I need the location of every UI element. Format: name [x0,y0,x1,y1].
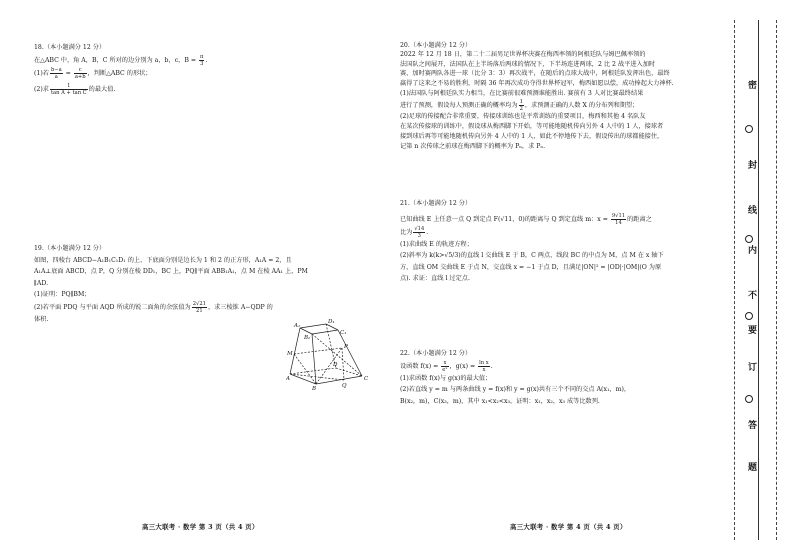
q21-part2-line3: 点). 求证：直线 l 过定点. [400,275,470,282]
question-18 [34,42,364,96]
q21-header: 21.（本小题满分 12 分） [400,200,472,207]
binding-dashed-line-outer [776,20,777,540]
q20-part2-line2: 在某次传接球的训练中，假设球从梅西脚下开始，等可能地随机传向另外 4 人中的 1 人，接球者 [400,123,664,130]
label-A1: A₁ [294,323,301,329]
binding-char-yao: 要 [746,325,756,334]
q18-header: 18.（本小题满分 12 分） [34,44,106,51]
q19-part2: (2)若平面 PDQ 与平面 AQD 所成的锐二面角的余弦值为 $\frac{2√21}{21}$ ，求三棱锥 A−QDP 的 [34,300,273,314]
q19-header: 19.（本小题满分 12 分） [34,245,106,252]
q20-part1-line1: (1)法国队与阿根廷队实力相当，在比赛前很难预测谁能胜出. 赛前有 3 人对比赛最终结果 [400,90,644,97]
binding-circle [745,125,753,133]
q20-part2-line4: 记第 n 次传球之前球在梅西脚下的概率为 Pₙ，求 Pₙ. [400,143,546,150]
binding-circle [745,395,753,403]
label-D: D [333,362,338,368]
label-C: C [364,376,369,382]
q20-line4: 赢得了这来之不易的胜利，时隔 36 年再次成功夺得世界杯冠军，梅西如愿以偿，成功捧起大力神杯. [400,79,674,87]
q21-line2: 比为 $\frac{√14}{3}$ . [400,225,429,239]
q21-part1: (1)求曲线 E 的轨迹方程； [400,240,473,248]
frustum-figure [286,318,372,390]
question-21 [400,198,722,285]
label-D1: D₁ [328,319,335,325]
q21-part2-line2: 方，直线 OM 交曲线 E 于点 N，交直线 x = −1 于点 D，且满足|ON|² = |OD|·|OM|(O 为原 [400,263,662,271]
binding-solid-line [758,20,759,540]
q20-header: 20.（本小题满分 12 分） [400,42,472,49]
q20-part2-line3: 接到球后再等可能地随机传向另外 4 人中的 1 人，如此不停地传下去，假设传出的球都能接住， [400,133,664,140]
label-C1: C₁ [340,330,347,336]
label-P: P [344,344,348,350]
binding-char-da: 答 [746,420,756,429]
q21-part2-line1: (2)斜率为 k(k>√5/3)的直线 l 交曲线 E 于 B，C 两点，线段 BC 的中点为 M，点 M 在 x 轴下 [400,252,664,259]
binding-dashed-line [734,20,735,540]
q19-part1: (1)证明：PQ∥BM； [34,291,91,298]
binding-char-ding: 订 [746,362,756,371]
q20-part1-line2: 进行了预测，假设每人预测正确的概率均为 $\frac{1}{2}$ ，求预测正确的人数 X 的分布列和期望； [400,99,639,112]
q19-line3: ∥AD. [34,279,49,287]
q19-line2: A₁A⊥底面 ABCD，点 P，Q 分别在棱 DD₁，BC 上，PQ∥平面 ABB₁A₁，点 M 在棱 AA₁ 上，PM [34,268,308,275]
q18-part2: (2)求 $\frac{1}{\text{tan A + tan C}}$ 的最大值. [34,82,116,96]
question-20 [400,42,722,152]
q20-line1: 2022 年 12 月 18 日，第二十二届男足世界杯决赛在梅西率领的阿根廷队与姆巴佩率领的 [400,51,646,58]
binding-char-feng: 封 [746,160,756,169]
binding-char-mi: 密 [746,80,756,89]
q19-part2-cont: 体积. [34,315,49,323]
label-B: B [312,386,317,390]
page-footer-left: 高三大联考 · 数学 第 3 页（共 4 页） [142,523,259,531]
q20-part2-line1: (2)足球的传接配合非常重要，传接球训练也是平常训练的重要项目，梅西和其他 4 名队友 [400,113,646,120]
q22-line1: 设函数 f(x) = $\frac{x}{\text{eˣ}}$ ，g(x) = $\frac{\text{ln x}}{x}$ . [400,359,493,373]
label-M: M [287,351,293,357]
q22-part2-line2: B(x₂，m)，C(x₃，m)，其中 x₁<x₂<x₃，证明：x₁，x₂，x₃ 成等比数列. [400,397,600,405]
binding-circle [745,312,753,320]
label-A: A [286,376,290,382]
q19-line1: 如图，四棱台 ABCD−A₁B₁C₁D₁ 的上、下底面分别是边长为 1 和 2 的正方形，A₁A = 2，且 [34,256,292,264]
binding-char-xian: 线 [746,205,756,214]
q22-part1: (1)求函数 f(x)与 g(x)的最大值； [400,374,492,382]
question-19 [34,243,369,325]
page-footer-right: 高三大联考 · 数学 第 4 页（共 4 页） [510,523,627,531]
q20-line3: 赛，加时赛两队各进一球（比分 3：3）再次战平，在随后的点球大战中，阿根廷队发挥出色，最终 [400,70,670,77]
q21-line1: 已知曲线 E 上任意一点 Q 到定点 F(√11，0)的距离与 Q 到定直线 m：x = $\frac{9√11}{14}$ 的距离之 [400,212,652,226]
label-Q: Q [342,383,347,389]
binding-char-nei: 内 [746,245,756,254]
binding-char-bu: 不 [746,290,756,299]
q22-header: 22.（本小题满分 12 分） [400,350,472,357]
q22-part2-line1: (2)若直线 y = m 与两条曲线 y = f(x)和 y = g(x)共有三个不同的交点 A(x₁，m)， [400,386,631,393]
q18-stem: 在△ABC 中，角 A，B，C 所对的边分别为 a，b，c，B = $\frac{\pi}{3}$ . [34,53,208,67]
label-B1: B₁ [304,335,311,341]
binding-char-ti: 题 [746,462,756,471]
question-22 [400,348,722,407]
q20-line2: 法国队之间展开，法国队在上半场落后两球的情况下，下半场连进两球，2 比 2 战平进入加时 [400,60,656,68]
binding-circle [745,235,753,243]
q18-part1: (1)若 $\frac{b-a}{a}$ = $\frac{c}{a+b}$ ，判断△ABC 的形状； [34,66,152,80]
